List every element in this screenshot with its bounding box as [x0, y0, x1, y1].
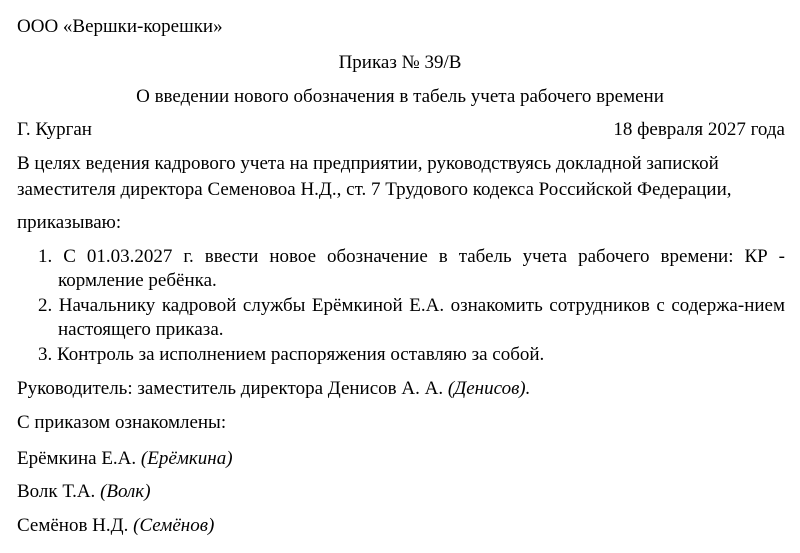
acquainted-signature: (Ерёмкина)	[140, 448, 233, 469]
acquainted-name: Волк Т.А.	[17, 481, 96, 502]
acquainted-signature: (Волк)	[100, 481, 151, 502]
acquainted-signature: (Семёнов)	[133, 515, 215, 536]
head-signature: (Денисов).	[447, 378, 531, 399]
acquainted-label: С приказом ознакомлены:	[17, 412, 227, 433]
order-item-3: 3. Контроль за исполнением распоряжения оставляю за собой.	[38, 344, 545, 365]
acquainted-row	[17, 480, 151, 504]
order-word: приказываю:	[17, 212, 122, 233]
order-date: 18 февраля 2027 года	[613, 119, 785, 140]
acquainted-row	[17, 447, 233, 471]
preamble-text-2: заместителя директора Семеновоа Н.Д., ст. 7 Трудового кодекса Российской Федерации,	[17, 179, 732, 200]
head-label: Руководитель: заместитель директора Денисов А. А.	[17, 378, 444, 399]
preamble-line-2	[17, 178, 785, 202]
order-item-2: 2. Начальнику кадровой службы Ерёмкиной Е.А. ознакомить сотрудников с содержа-нием настоящего приказа.	[38, 295, 785, 340]
acquainted-row	[17, 514, 214, 538]
city-date-row	[17, 118, 785, 142]
organization-name: ООО «Вершки-корешки»	[17, 16, 223, 37]
order-subject: О введении нового обозначения в табель учета рабочего времени	[136, 86, 664, 107]
head-signature-line	[17, 377, 530, 401]
order-item-1: 1. С 01.03.2027 г. ввести новое обозначение в табель учета рабочего времени: КР - кормление ребёнка.	[38, 246, 785, 291]
preamble-text-1: В целях ведения кадрового учета на предприятии, руководствуясь докладной запиской	[17, 153, 719, 174]
city: Г. Курган	[17, 119, 92, 140]
order-title: Приказ № 39/В	[338, 52, 462, 73]
preamble-line-1	[17, 152, 785, 176]
acquainted-name: Семёнов Н.Д.	[17, 515, 129, 536]
acquainted-name: Ерёмкина Е.А.	[17, 448, 137, 469]
